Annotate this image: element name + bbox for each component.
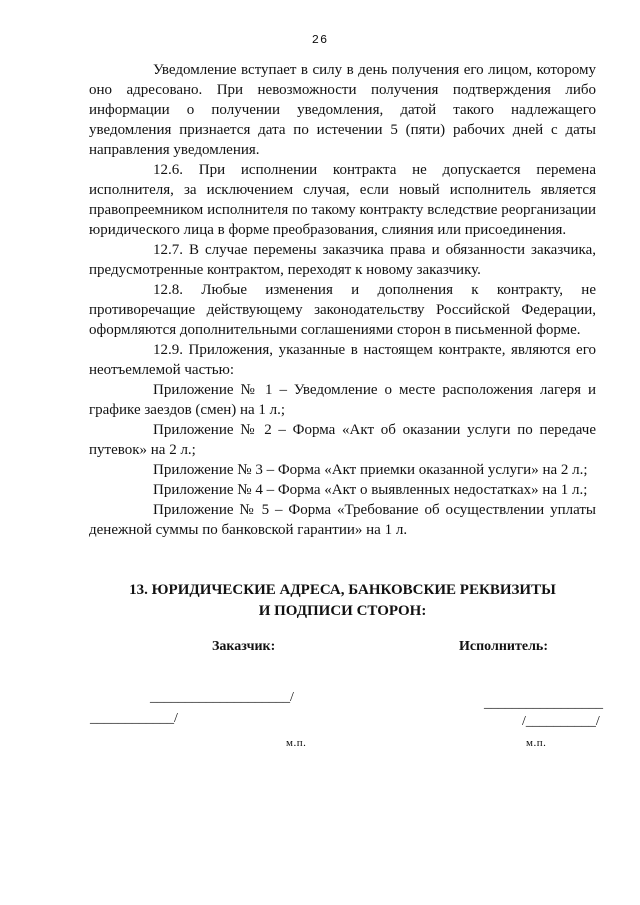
customer-signature-line: ____________________/ — [150, 690, 294, 705]
contractor-name-line: /__________/ — [522, 714, 600, 729]
contract-body — [89, 60, 596, 540]
appendix-4: Приложение № 4 – Форма «Акт о выявленных недостатках» на 1 л.; — [153, 482, 588, 498]
paragraph-12-8: 12.8. Любые изменения и дополнения к контракту, не противоречащие действующему законодательству Российской Федерации, оформляются дополнительными соглашениями сторон в письменной форме. — [89, 282, 596, 338]
customer-stamp-label: м.п. — [286, 737, 307, 749]
section-title-line-2: И ПОДПИСИ СТОРОН: — [258, 603, 427, 619]
appendix-5: Приложение № 5 – Форма «Требование об осуществлении уплаты денежной суммы по банковской гарантии» на 1 л. — [89, 502, 596, 538]
paragraph-notice: Уведомление вступает в силу в день получения его лицом, которому оно адресовано. При невозможности получения подтверждения либо информации о получении уведомления, датой такого надлежащего уведомления признается дата по истечении 5 (пяти) рабочих дней с даты направления уведомления. — [89, 62, 596, 158]
customer-name-line: ____________/ — [90, 711, 178, 726]
appendix-3: Приложение № 3 – Форма «Акт приемки оказанной услуги» на 2 л.; — [153, 462, 588, 478]
section-title-line-1: 13. ЮРИДИЧЕСКИЕ АДРЕСА, БАНКОВСКИЕ РЕКВИЗИТЫ — [129, 582, 556, 598]
page-number: 26 — [311, 33, 329, 47]
paragraph-12-9: 12.9. Приложения, указанные в настоящем контракте, являются его неотъемлемой частью: — [89, 342, 596, 378]
contractor-signature-line: _________________ — [484, 696, 603, 711]
paragraph-12-6: 12.6. При исполнении контракта не допускается перемена исполнителя, за исключением случая, если новый исполнитель является правопреемником исполнителя по такому контракту вследствие реорганизации юридического лица в форме преобразования, слияния или присоединения. — [89, 162, 596, 238]
section-13-title — [89, 580, 596, 622]
customer-label: Заказчик: — [212, 639, 276, 654]
paragraph-12-7: 12.7. В случае перемены заказчика права и обязанности заказчика, предусмотренные контрактом, переходят к новому заказчику. — [89, 242, 596, 278]
contractor-label: Исполнитель: — [459, 639, 548, 654]
appendix-1: Приложение № 1 – Уведомление о месте расположения лагеря и графике заездов (смен) на 1 л.; — [89, 382, 596, 418]
appendix-2: Приложение № 2 – Форма «Акт об оказании услуги по передаче путевок» на 2 л.; — [89, 422, 596, 458]
contractor-stamp-label: м.п. — [526, 737, 547, 749]
